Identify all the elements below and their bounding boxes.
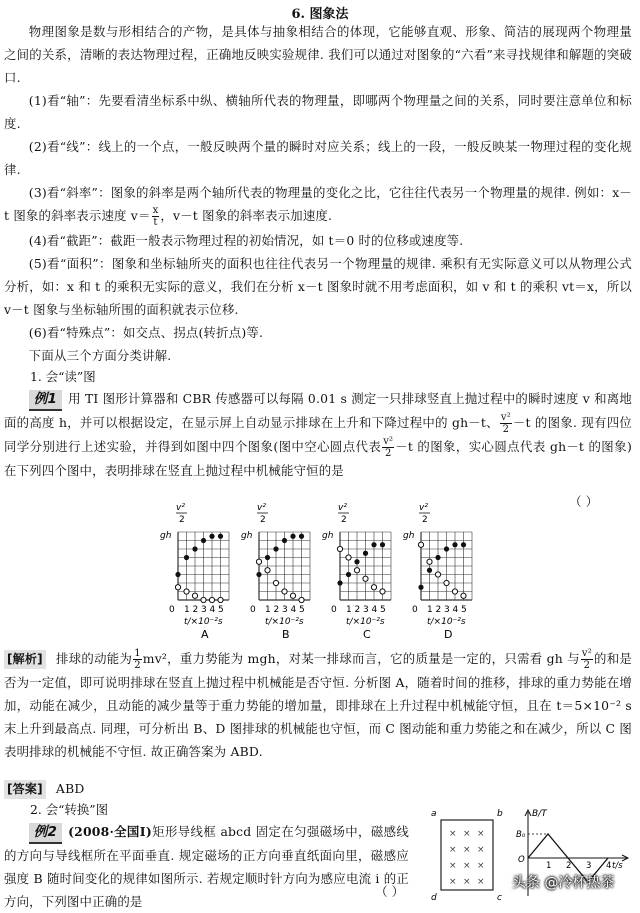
field-cross-mark: × [449,829,457,839]
fraction-numerator: v² [383,436,394,447]
axis-label-t: t/×10⁻²s [265,617,304,627]
filled-point [184,555,189,560]
tick-label-origin: 0 [331,605,337,615]
field-cross-mark: × [463,861,471,871]
example-2-source: (2008·全国Ⅰ) [68,824,152,839]
axis-label-v-numerator: v² [257,503,266,513]
example-1-text-c: －t 的图象，实心圆点代表 gh－t 的图象)在下列四个图中，表明排球在竖直上抛过程中机械能守恒的是 [4,439,632,478]
hollow-point [256,559,261,564]
tick-label: 3 [282,605,288,615]
tick-label: 5 [299,605,305,615]
hollow-point [418,542,423,547]
hollow-point [192,593,197,598]
graph-letter: B [282,628,290,641]
filled-point [175,572,180,577]
tick-label: 3 [586,861,592,871]
hollow-point [209,597,214,602]
graph-A [160,503,229,641]
axis-label-v-numerator: v² [419,503,428,513]
hollow-point [371,585,376,590]
field-cross-mark: × [477,877,485,887]
x-axis-label: t/s [612,861,623,871]
tick-label: 2 [354,605,361,615]
tick-label: 3 [201,605,207,615]
tick-label: 4 [452,605,459,615]
hollow-point [354,568,359,573]
tick-label: 1 [546,861,552,871]
section-1-heading: 1. 会“读”图 [30,369,96,384]
tick-label: 5 [461,605,467,615]
fraction-numerator: v² [500,412,511,423]
tick-label: 2 [566,861,572,871]
corner-label-d: d [431,893,437,903]
example-2-answer-blank: （ ） [375,884,404,899]
axis-label-t: t/×10⁻²s [346,617,385,627]
tick-label: 4 [606,861,612,871]
tick-label-origin: 0 [250,605,256,615]
tick-label: 1 [427,605,433,615]
filled-point [354,559,359,564]
point-1: (1)看“轴”：先要看清坐标系中纵、横轴所代表的物理量，即哪两个物理量之间的关系，同时要注意单位和标度. [4,93,632,131]
graph-letter: D [444,628,453,641]
point-7: 下面从三个方面分类讲解. [28,348,172,363]
analysis [4,647,632,763]
tick-label: 2 [273,605,280,615]
filled-point [380,542,385,547]
axis-label-v-numerator: v² [338,503,347,513]
fraction-numerator: x [152,205,159,216]
tick-label: 2 [192,605,199,615]
filled-point [363,551,368,556]
hollow-point [444,580,449,585]
filled-point [290,534,295,539]
b0-label: B₀ [516,830,526,840]
filled-point [371,542,376,547]
filled-point [461,542,466,547]
tick-label: 3 [363,605,369,615]
example-1-text-a: 用 TI 图形计算器和 CBR 传感器可以每隔 0.01 s 测定一只排球竖直上抛过程中的瞬时速度 v 和离地面的高度 h，并可以根据设定，在显示屏上自动显示排球在上升和下降过程中的 gh－t、 [4,391,632,430]
corner-label-c: c [497,893,502,903]
hollow-point [337,546,342,551]
fraction-numerator: 1 [134,648,141,659]
field-cross-mark: × [463,877,471,887]
tick-label-origin: 0 [412,605,418,615]
hollow-point [282,589,287,594]
page-title: 6. 图象法 [291,7,349,22]
fraction-v2-over-2 [382,436,394,459]
fraction-v2-over-2 [581,648,593,671]
field-cross-mark: × [477,845,485,855]
hollow-point [380,589,385,594]
fraction-1-over-2 [133,648,142,671]
example-1-text-b: －t 的图象. 现有四位同学分别进行上述实验，并得到如图中四个图象(图中空心圆点代表 [4,415,632,454]
fraction-denominator: 2 [384,448,392,459]
fraction-v2-over-2 [500,412,512,435]
axis-label-v-numerator: v² [176,503,185,513]
hollow-point [435,572,440,577]
axis-label-t: t/×10⁻²s [184,617,223,627]
field-cross-mark: × [477,861,485,871]
filled-point [299,534,304,539]
example-1-graphs [0,503,640,645]
filled-point [218,534,223,539]
tick-label: 5 [380,605,386,615]
origin-label: O [518,855,525,865]
graph-D [403,503,472,641]
analysis-label: [解析] [4,650,46,669]
tick-label: 3 [444,605,450,615]
hollow-point [461,593,466,598]
point-3 [4,181,632,228]
y-axis-label: B/T [532,809,547,819]
answer [4,777,632,800]
filled-point [209,534,214,539]
point-3-text-b: ，v－t 图象的斜率表示加速度. [160,208,333,223]
tick-label: 4 [209,605,216,615]
tick-label: 1 [265,605,271,615]
filled-point [201,538,206,543]
tick-label: 4 [290,605,297,615]
filled-point [256,572,261,577]
corner-label-a: a [431,809,437,819]
field-cross-mark: × [449,877,457,887]
axis-label-t: t/×10⁻²s [427,617,466,627]
filled-point [444,546,449,551]
graph-C [322,503,391,641]
fraction-denominator: 2 [502,424,510,435]
tick-label: 2 [435,605,442,615]
filled-point [273,546,278,551]
graph-letter: C [363,628,371,641]
point-2: (2)看“线”：线上的一个点，一般反映两个量的瞬时对应关系；线上的一段，一般反映某一物理过程的变化规律. [4,139,632,177]
corner-label-b: b [497,809,503,819]
axis-label-v-denominator: 2 [179,515,185,525]
fraction-denominator: 2 [583,660,591,671]
intro-paragraph: 物理图象是数与形相结合的产物，是具体与抽象相结合的体现，它能够直观、形象、简洁的展现两个物理量之间的关系，清晰的表达物理过程，正确地反映实验规律. 我们可以通过对图象的“六看”来寻找规律和解题的突破口. [4,24,632,85]
hollow-point [184,589,189,594]
example-1-label: 例1 [29,390,62,411]
hollow-point [299,597,304,602]
axis-label-gh: gh [322,531,334,541]
point-3-text-a: (3)看“斜率”：图象的斜率是两个轴所代表的物理量的变化之比，它往往代表另一个物理量的规律. 例如：x－t 图象的斜率表示速度 v＝ [4,185,632,223]
filled-point [452,542,457,547]
point-5: (5)看“面积”：图象和坐标轴所夹的面积也往往代表另一个物理量的规律. 乘积有无实际意义可以从物理公式分析，如：x 和 t 的乘积无实际的意义，我们在分析 x－t 图象时就不用考虑面积，如 v 和 t 的乘积 vt＝x，所以 v－t 图象与坐标轴所围的面积就表示位移. [4,256,632,317]
axis-label-v-denominator: 2 [341,515,347,525]
filled-point [192,546,197,551]
answer-label: [答案] [4,780,46,799]
hollow-point [218,597,223,602]
example-1-answer-blank: （ ） [569,494,598,509]
field-cross-mark: × [463,845,471,855]
axis-label-gh: gh [403,531,415,541]
hollow-point [273,580,278,585]
section-2-heading: 2. 会“转换”图 [30,802,108,817]
hollow-point [175,585,180,590]
example-2-label: 例2 [29,823,62,844]
hollow-point [290,593,295,598]
fraction-x-over-t [152,205,160,228]
point-6: (6)看“特殊点”：如交点、拐点(转折点)等. [28,325,264,340]
hollow-point [265,568,270,573]
tick-label: 1 [346,605,352,615]
fraction-numerator: v² [581,648,592,659]
tick-label: 5 [218,605,224,615]
graph-B [241,503,310,641]
hollow-point [427,559,432,564]
point-4: (4)看“截距”：截距一般表示物理过程的初始情况，如 t＝0 时的位移或速度等. [28,233,464,248]
example-1 [4,387,632,482]
tick-label: 1 [184,605,190,615]
axis-label-gh: gh [241,531,253,541]
filled-point [427,568,432,573]
analysis-text-a: 排球的动能为 [56,651,133,666]
axis-label-v-denominator: 2 [422,515,428,525]
filled-point [418,585,423,590]
field-cross-mark: × [463,829,471,839]
hollow-point [346,555,351,560]
hollow-point [363,576,368,581]
tick-label: 4 [371,605,378,615]
hollow-point [201,597,206,602]
filled-point [346,572,351,577]
fraction-denominator: 2 [134,660,141,671]
hollow-point [452,589,457,594]
axis-label-gh: gh [160,531,172,541]
fraction-denominator: t [153,217,158,228]
filled-point [265,555,270,560]
tick-label-origin: 0 [169,605,175,615]
filled-point [337,580,342,585]
graph-letter: A [201,628,209,641]
watermark: 头条 @冷杯热茶 [512,875,615,891]
field-cross-mark: × [477,829,485,839]
answer-value: ABD [55,781,85,796]
example-2-text: 矩形导线框 abcd 固定在匀强磁场中，磁感线的方向与导线框所在平面垂直. 规定磁场的正方向垂直纸面向里，磁感应强度 B 随时间变化的规律如图所示. 若规定顺时针方向为感应电流 i 的正方向，下列图中正确的是 [4,824,409,909]
field-cross-mark: × [449,861,457,871]
filled-point [282,538,287,543]
analysis-text-b: mv²，重力势能为 mgh，对某一排球而言，它的质量是一定的，只需看 gh 与 [142,651,580,666]
analysis-text-c: 的和是否为一定值，即可说明排球在竖直上抛过程中机械能是否守恒. 分析图 A，随着时间的推移，排球的重力势能在增加，动能在减少，且动能的减少量等于重力势能的增加量，即排球在上升过程中机械能守恒，且在 t＝5×10⁻² s 末上升到最高点. 同理，可分析出 B、D 图排球的机械能也守恒，而 C 图动能和重力势能之和在减少，所以 C 图表明排球的机械能不守恒. 故正确答案为 ABD. [4,651,633,759]
field-cross-mark: × [449,845,457,855]
wire-frame-figure [427,806,507,902]
example-2 [4,820,409,913]
filled-point [435,555,440,560]
axis-label-v-denominator: 2 [260,515,266,525]
